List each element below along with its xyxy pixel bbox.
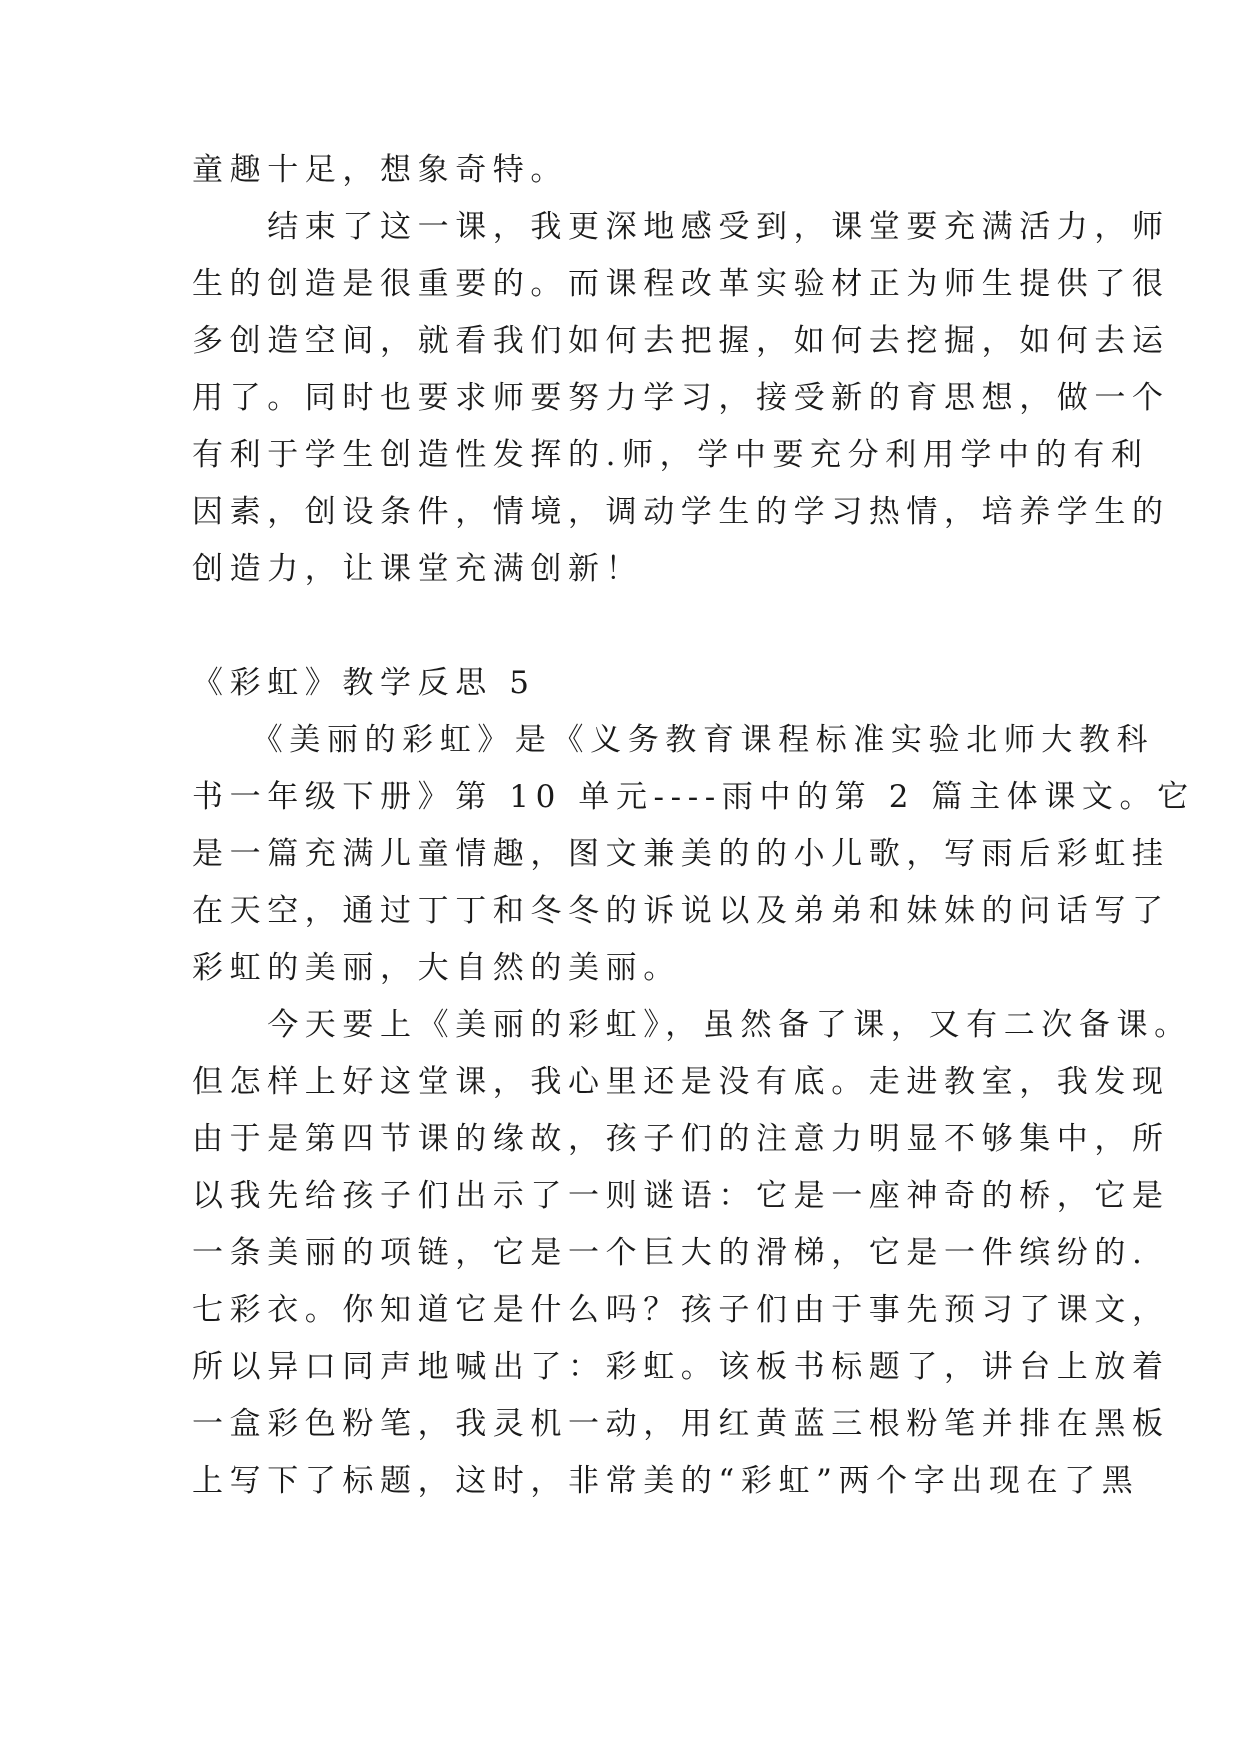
text-line: 因素，创设条件，情境，调动学生的学习热情，培养学生的 — [192, 494, 1170, 530]
section-heading: 《彩虹》教学反思 5 — [192, 665, 536, 701]
text-line: 由于是第四节课的缘故，孩子们的注意力明显不够集中，所 — [192, 1121, 1170, 1157]
text-line: 今天要上《美丽的彩虹》，虽然备了课，又有二次备课。 — [192, 1007, 1192, 1043]
text-line: 在天空，通过丁丁和冬冬的诉说以及弟弟和妹妹的问话写了 — [192, 893, 1170, 929]
text-line: 用了。同时也要求师要努力学习，接受新的育思想，做一个 — [192, 380, 1170, 416]
text-line: 生的创造是很重要的。而课程改革实验材正为师生提供了很 — [192, 266, 1170, 302]
text-line: 多创造空间，就看我们如何去把握，如何去挖掘，如何去运 — [192, 323, 1170, 359]
text-line: 《美丽的彩虹》是《义务教育课程标准实验北师大教科 — [192, 722, 1155, 758]
text-line: 七彩衣。你知道它是什么吗？孩子们由于事先预习了课文， — [192, 1292, 1170, 1328]
text-line: 童趣十足，想象奇特。 — [192, 152, 568, 188]
text-line: 书一年级下册》第 10 单元----雨中的第 2 篇主体课文。它 — [192, 779, 1195, 815]
text-line: 有利于学生创造性发挥的.师，学中要充分利用学中的有利 — [192, 437, 1149, 473]
text-line: 上写下了标题，这时，非常美的“彩虹”两个字出现在了黑 — [192, 1463, 1140, 1499]
text-line: 以我先给孩子们出示了一则谜语：它是一座神奇的桥，它是 — [192, 1178, 1170, 1214]
text-line: 结束了这一课，我更深地感受到，课堂要充满活力，师 — [192, 209, 1170, 245]
text-line: 是一篇充满儿童情趣，图文兼美的的小儿歌，写雨后彩虹挂 — [192, 836, 1170, 872]
text-line: 创造力，让课堂充满创新！ — [192, 551, 644, 587]
text-line: 彩虹的美丽，大自然的美丽。 — [192, 950, 681, 986]
text-line: 但怎样上好这堂课，我心里还是没有底。走进教室，我发现 — [192, 1064, 1170, 1100]
text-line: 所以异口同声地喊出了：彩虹。该板书标题了，讲台上放着 — [192, 1349, 1170, 1385]
text-line: 一条美丽的项链，它是一个巨大的滑梯，它是一件缤纷的. — [192, 1235, 1149, 1271]
text-line: 一盒彩色粉笔，我灵机一动，用红黄蓝三根粉笔并排在黑板 — [192, 1406, 1170, 1442]
